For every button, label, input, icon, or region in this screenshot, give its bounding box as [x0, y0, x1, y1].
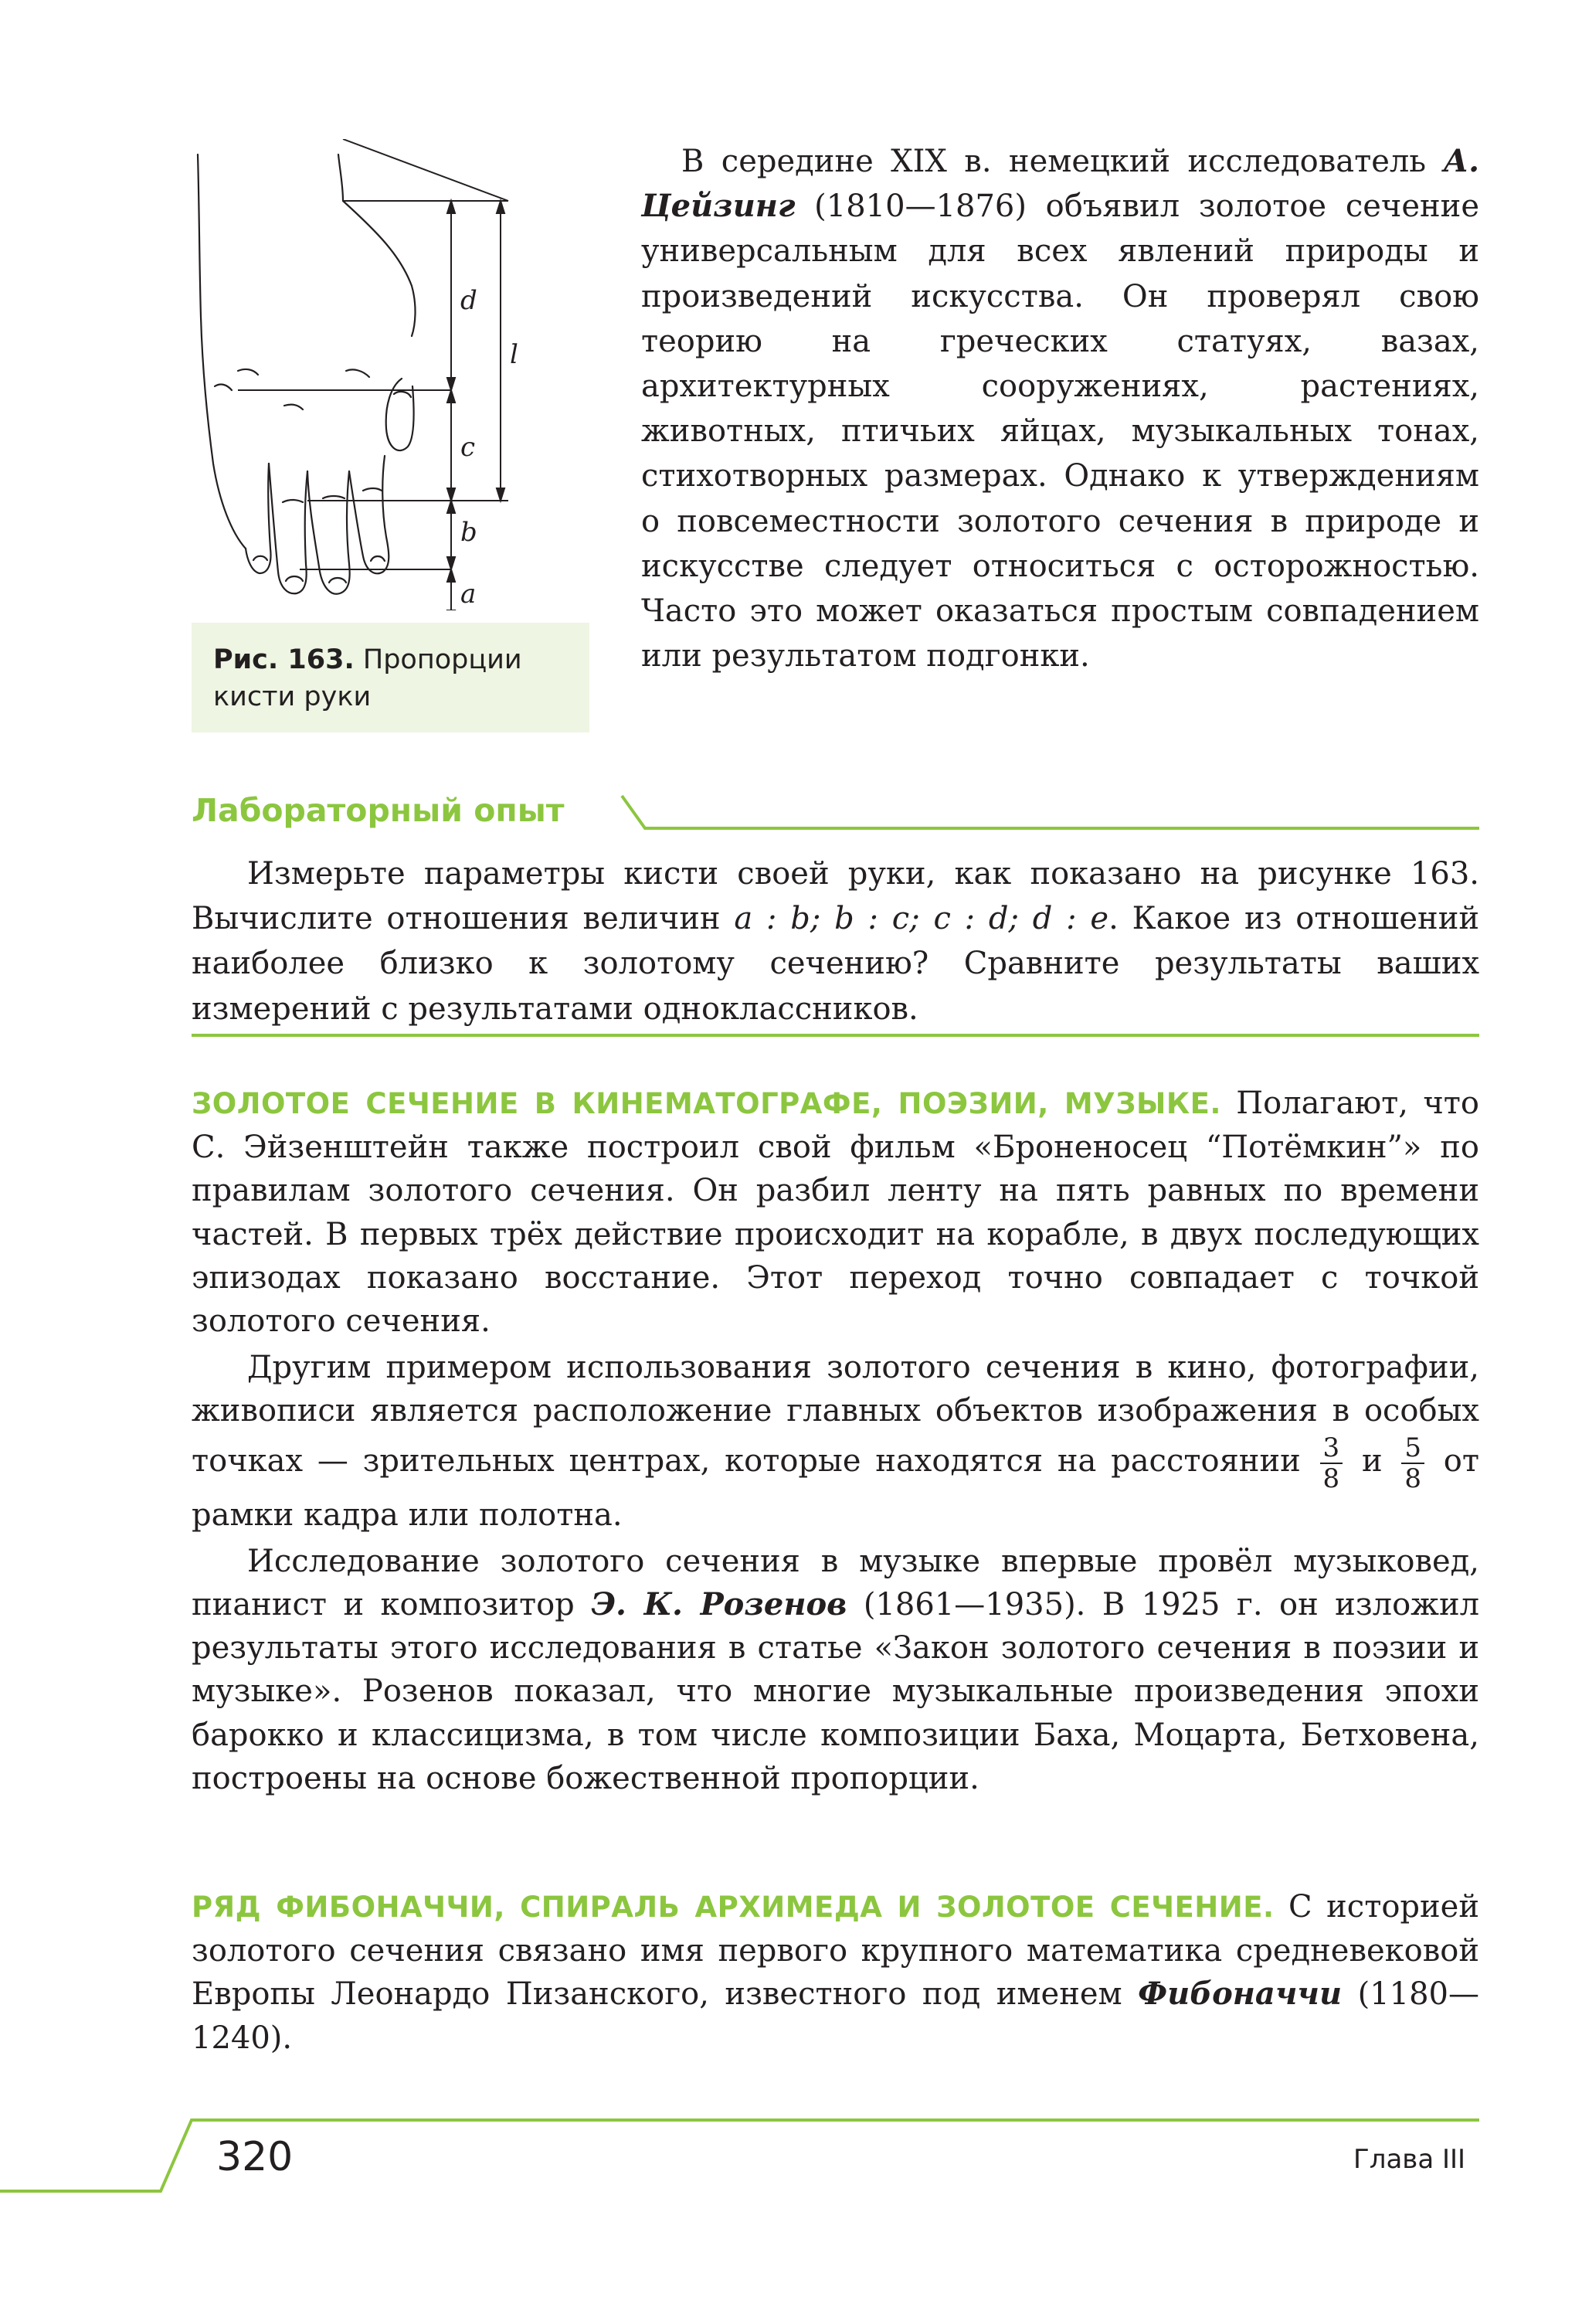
hand-drawing — [192, 139, 593, 610]
guide-top — [343, 139, 508, 201]
label-a: a — [460, 579, 477, 610]
hand-outline-right — [338, 155, 416, 336]
intro-name: А. Цейзинг — [641, 143, 1479, 225]
label-d: d — [460, 285, 477, 316]
lab-ratios: a : b; b : c; c : d; d : e — [734, 901, 1109, 937]
finger-4 — [349, 456, 389, 573]
intro-text-b: (1810—1876) объявил золотое сечение универсальным для всех явлений природы и произведений искусства. Он проверял свою теорию на греческих статуях, вазах, архитектурных сооружениях, растениях, животных, птичьих яйцах, музыкальных тонах, стихотворных размерах. Однако к утверждениям о повсеместности золотого сечения в природе и искусстве следует относиться с осторожностью. Часто это может оказаться простым совпадением или результатом подгонки. — [641, 189, 1479, 674]
thumb — [386, 379, 414, 450]
lab-text — [192, 851, 1479, 1031]
section1-p1: Полагают, что С. Эйзенштейн также построил свой фильм «Броненосец “Потёмкин”» по правилам золотого сечения. Он разбил ленту на пять равных по времени частей. В первых трёх действие происходит на корабле, в двух последующих эпизодах показано восстание. Этот переход точно совпадает с точкой золотого сечения. — [192, 1086, 1480, 1340]
intro-text-a: В середине XIX в. немецкий исследователь — [681, 144, 1444, 179]
section2-p1-b: (1180—1240). — [192, 1976, 1480, 2056]
intro-paragraph — [641, 139, 1479, 678]
section1-p2-b: от рамки кадра или полотна. — [192, 1442, 1479, 1533]
label-l: l — [510, 339, 518, 370]
section1-p2-and: и — [1347, 1442, 1397, 1479]
fraction-5-8: $\frac{5}{8}$ — [1401, 1433, 1424, 1493]
section1-p3-b: (1861—1935). В 1925 г. он изложил результаты этого исследования в статье «Закон золотого сечения в поэзии и музыке». Розенов показал, что многие музыкальные произведения эпохи барокко и классицизма, в том числе композиции Баха, Моцарта, Бетховена, построены на основе божественной пропорции. — [192, 1587, 1480, 1796]
label-c: c — [460, 432, 476, 463]
caption-number: Рис. 163. — [213, 644, 355, 675]
label-b: b — [460, 517, 477, 548]
chapter-label: Глава III — [1353, 2144, 1466, 2175]
hand-proportions-figure — [192, 139, 593, 610]
figure-caption — [192, 623, 589, 732]
section1-p3-name: Э. К. Розенов — [591, 1586, 847, 1623]
section2-p1-a: С историей золотого сечения связано имя первого крупного математика средневековой Европы Леонардо Пизанского, известного под именем — [192, 1889, 1480, 2013]
section1-heading: ЗОЛОТОЕ СЕЧЕНИЕ В КИНЕМАТОГРАФЕ, ПОЭЗИИ, МУЗЫКЕ. — [192, 1087, 1221, 1120]
finger-2 — [269, 464, 307, 593]
lab-text-b: . Какое из отношений наиболее близко к золотому сечению? Сравните результаты ваших измерений с результатами одноклассников. — [192, 901, 1480, 1027]
hand-outline-left — [198, 155, 246, 549]
page-number: 320 — [216, 2134, 294, 2180]
section2-heading: РЯД ФИБОНАЧЧИ, СПИРАЛЬ АРХИМЕДА И ЗОЛОТОЕ СЕЧЕНИЕ. — [192, 1891, 1275, 1924]
section-cinema-poetry-music — [192, 1082, 1479, 1800]
section2-p1-name: Фибоначчи — [1138, 1976, 1343, 2013]
section1-p3-a: Исследование золотого сечения в музыке впервые провёл музыковед, пианист и композитор — [192, 1543, 1479, 1623]
finger-3 — [307, 471, 350, 594]
section1-p2-a: Другим примером использования золотого сечения в кино, фотографии, живописи является расположение главных объектов изображения в особых точках — зрительных центрах, которые находятся на расстоянии — [192, 1350, 1479, 1479]
section-fibonacci — [192, 1885, 1479, 2060]
fraction-3-8: $\frac{3}{8}$ — [1320, 1433, 1343, 1493]
lab-heading: Лабораторный опыт — [192, 792, 565, 829]
lab-text-a: Измерьте параметры кисти своей руки, как показано на рисунке 163. Вычислите отношения величин — [192, 856, 1479, 937]
caption-text: Пропорции кисти руки — [213, 644, 522, 712]
